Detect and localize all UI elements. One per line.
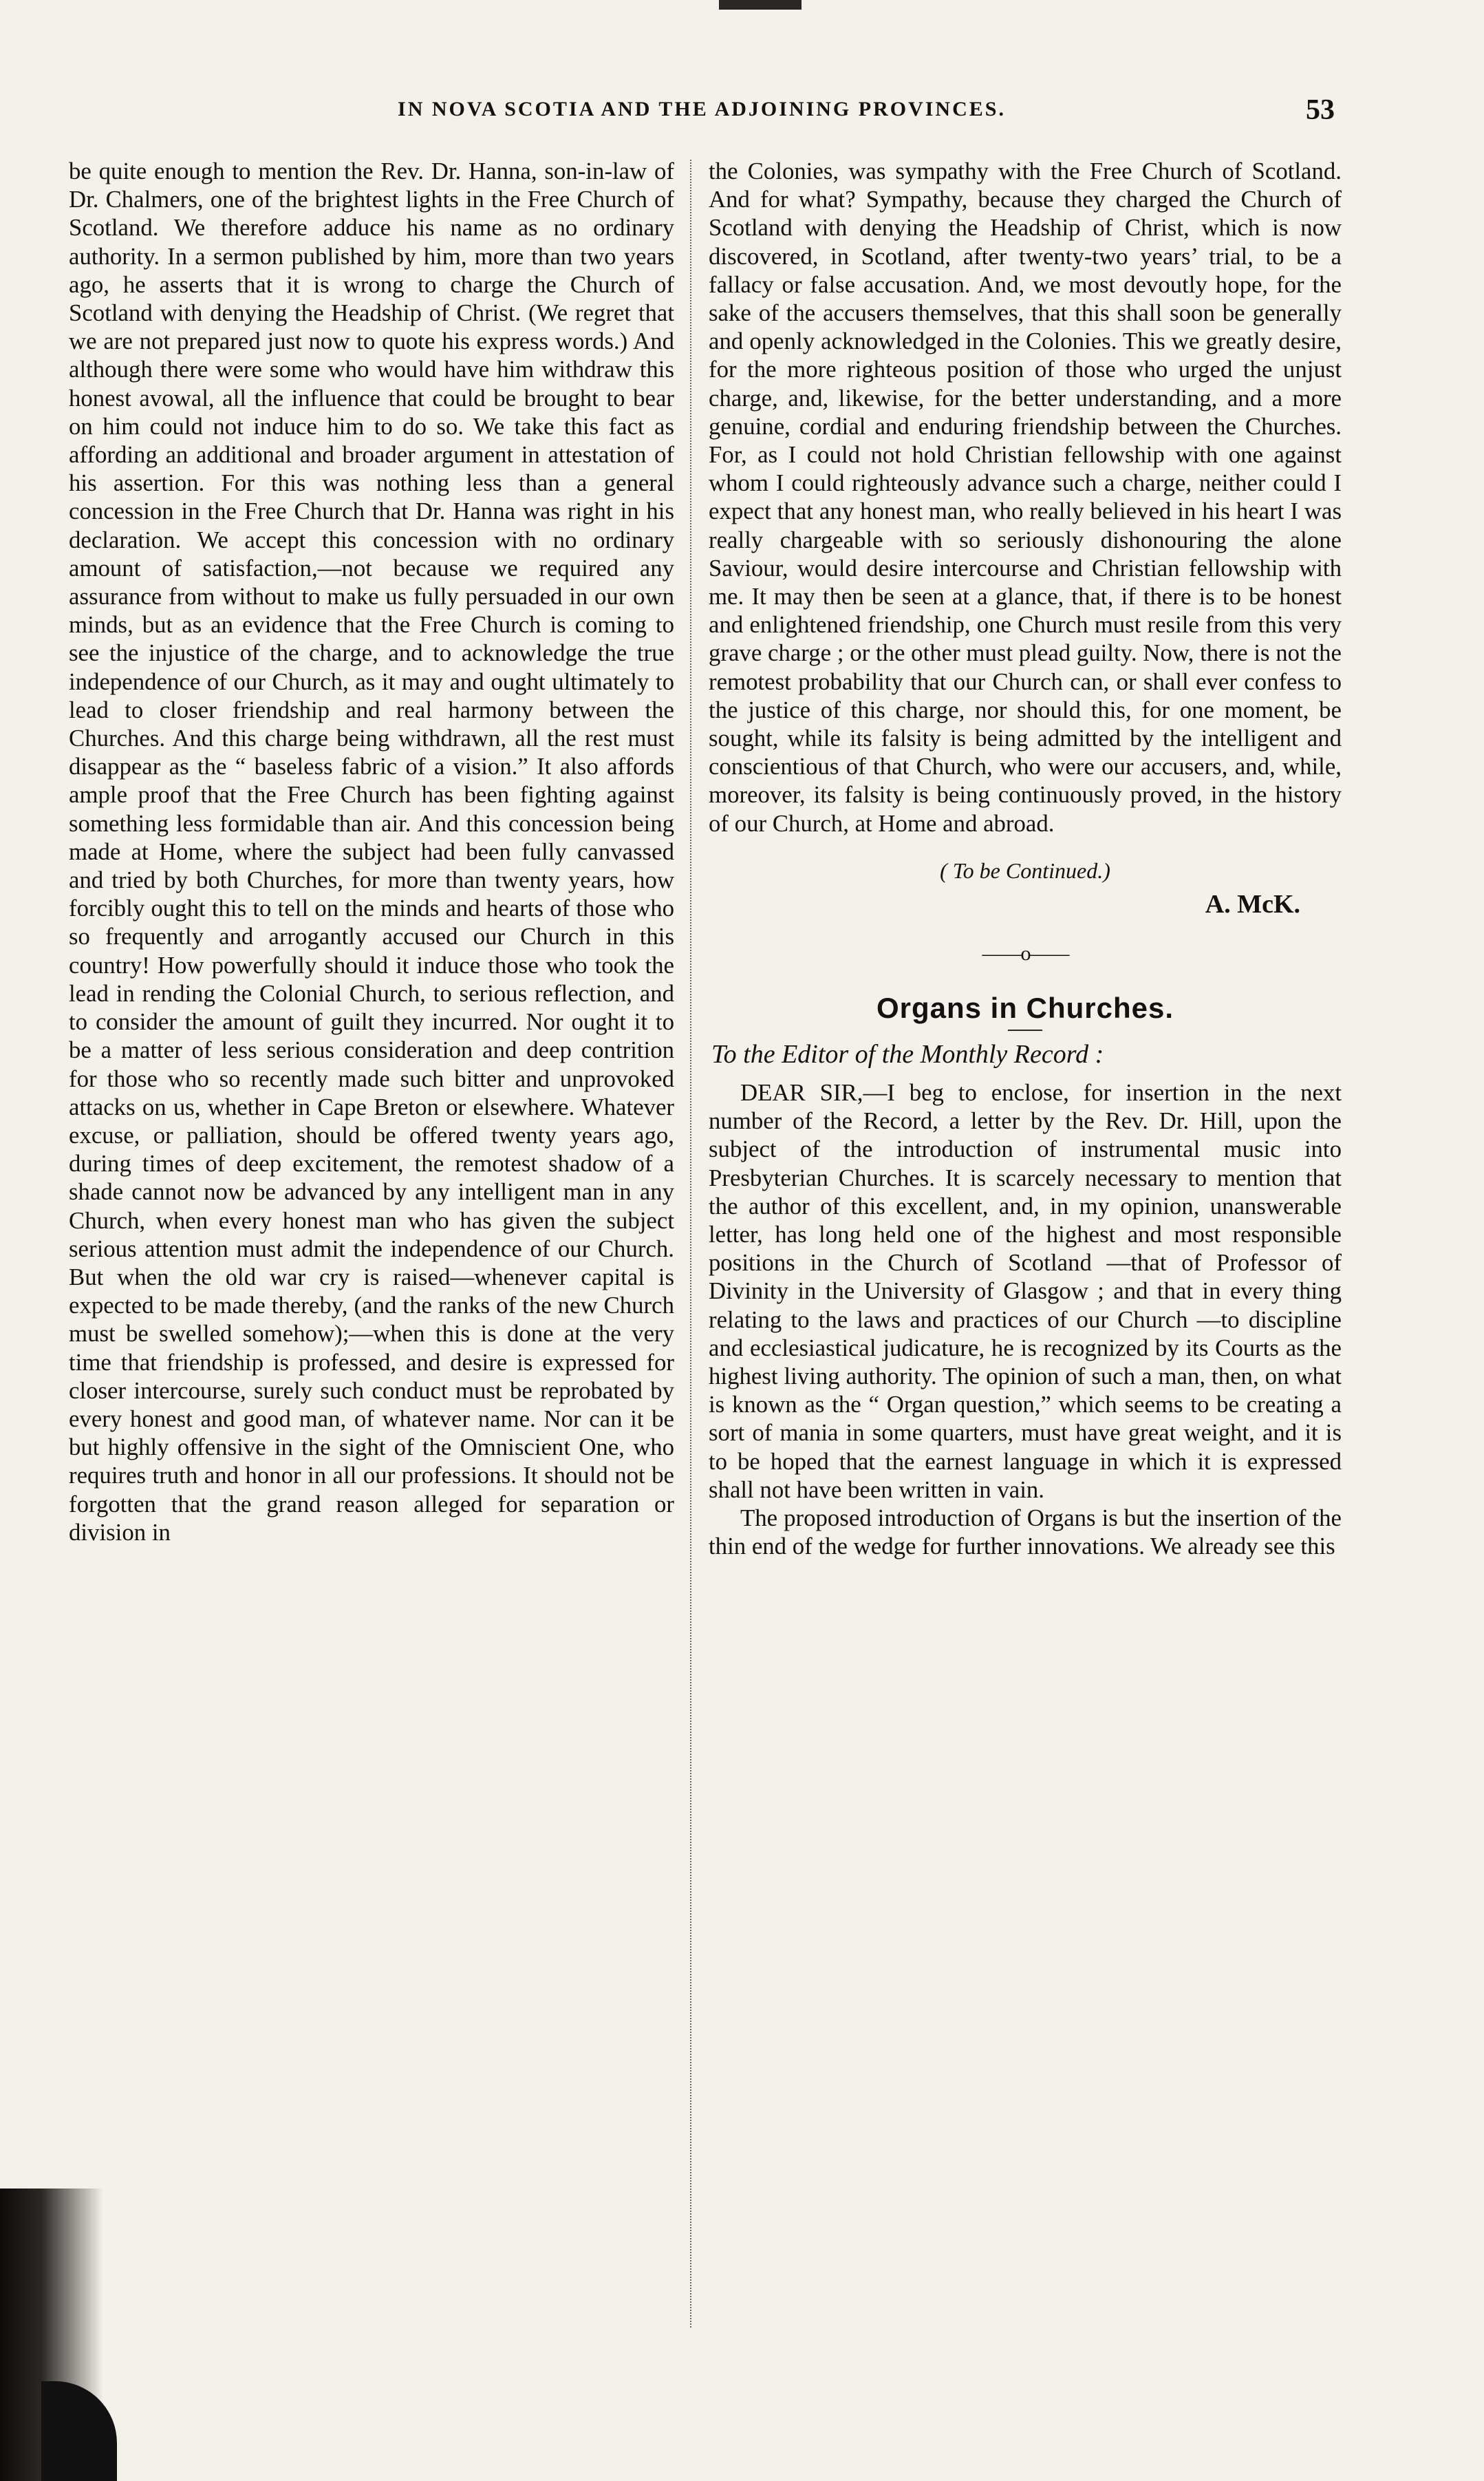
right-column-text: the Colonies, was sympathy with the Free Church of Scotland. And for what? Sympathy, because they charged the Church of Scotland with denying the Headship of Christ, which is now discovered, in Scotland, after twenty-two years’ trial, to be a fallacy or false accusation. And, we most devoutly hope, for the sake of the accusers themselves, that this shall soon be generally and openly acknowledged in the Colonies. This we greatly desire, for the more righteous position of those who urged the unjust charge, and, likewise, for the better understanding, and a more genuine, cordial and enduring friendship between the Churches. For, as I could not hold Christian fellowship with one against whom I could righteously advance such a charge, neither could I expect that any honest man, who really believed in his heart I was really chargeable with so seriously dishonouring the alone Saviour, would desire intercourse and Christian fellowship with me. It may then be seen at a glance, that, if there is to be honest and enlightened friendship, one Church must resile from this very grave charge ; or the other must plead guilty. Now, there is not the remotest probability that our Church can, or shall ever confess to the justice of this charge, nor should this, for one moment, be sought, while its falsity is being admitted by the intelligent and conscientious of that Church, who were our accusers, and, while, moreover, its falsity is being continuously proved, in the history of our Church, at Home and abroad. [709,158,1342,837]
to-be-continued-note: ( To be Continued.) [940,858,1110,883]
letter-paragraph-2: The proposed introduction of Organs is but the insertion of the thin end of the wedge for further innovations. We already see this [709,1504,1342,1560]
section-ornament: ——o—— [982,942,1068,966]
page-header [69,94,1335,139]
left-column [69,157,674,1546]
article-title: Organs in Churches. [876,992,1174,1025]
running-head: IN NOVA SCOTIA AND THE ADJOINING PROVINCES. [398,98,1006,120]
top-edge-mark [719,0,802,10]
right-column [709,157,1342,1560]
letter-paragraph-1: DEAR SIR,—I beg to enclose, for insertion in the next number of the Record, a letter by the Rev. Dr. Hill, upon the subject of the introduction of instrumental music into Presbyterian Churches. It is scarcely necessary to mention that the author of this excellent, and, in my opinion, unanswerable letter, has long held one of the highest and most responsible positions in the Church of Scotland —that of Professor of Divinity in the University of Glasgow ; and that in every thing relating to the laws and practices of our Church —to discipline and ecclesiastical judicature, he is recognized by its Courts as the highest living authority. The opinion of such a man, then, on what is known as the “ Organ question,” which seems to be creating a sort of mania in some quarters, must have great weight, and it is to be hoped that the earnest language in which it is expressed shall not have been written in vain. [709,1078,1342,1503]
salutation: To the Editor of the Monthly Record : [711,1039,1104,1069]
left-column-text: be quite enough to mention the Rev. Dr. Hanna, son-in-law of Dr. Chalmers, one of the brightest lights in the Free Church of Scotland. We therefore adduce his name as no ordinary authority. In a sermon published by him, more than two years ago, he asserts that it is wrong to charge the Church of Scotland with denying the Headship of Christ. (We regret that we are not prepared just now to quote his express words.) And although there were some who would have him withdraw this honest avowal, all the influence that could be brought to bear on him could not induce him to do so. We take this fact as affording an additional and broader argument in attestation of his assertion. For this was nothing less than a general concession in the Free Church that Dr. Hanna was right in his declaration. We accept this concession with no ordinary amount of satisfaction,—not because we required any assurance from without to make us fully persuaded in our own minds, but as an evidence that the Free Church is coming to see the injustice of the charge, and to acknowledge the true independence of our Church, as it may and ought ultimately to lead to closer friendship and real harmony between the Churches. And this charge being withdrawn, all the rest must disappear as the “ baseless fabric of a vision.” It also affords ample proof that the Free Church has been fighting against something less formidable than air. And this concession being made at Home, where the subject had been fully canvassed and tried by both Churches, for more than twenty years, how forcibly ought this to tell on the minds and hearts of those who so frequently and arrogantly accused our Church in this country! How powerfully should it induce those who took the lead in rending the Colonial Church, to serious reflection, and to consider the amount of guilt they incurred. Nor ought it to be a matter of less serious consideration and deep contrition for those who so recently made such bitter and unprovoked attacks on us, whether in Cape Breton or elsewhere. Whatever excuse, or palliation, should be offered twenty years ago, during times of deep excitement, the remotest shadow of a shade cannot now be advanced by any intelligent man in any Church, when every honest man who has given the subject serious attention must admit the independence of our Church. But when the old war cry is raised—whenever capital is expected to be made thereby, (and the ranks of the new Church must be swelled somehow);—when this is done at the very time that friendship is professed, and desire is expressed for closer intercourse, surely such conduct must be reprobated by every honest and good man, of whatever name. Nor can it be but highly offensive in the sight of the Omniscient One, who requires truth and honor in all our professions. It should not be forgotten that the grand reason alleged for separation or division in [69,158,674,1546]
page-number: 53 [1306,94,1335,126]
title-rule [1008,1030,1042,1031]
binding-shadow-corner [41,2381,117,2481]
column-divider [690,160,691,2328]
author-signature: A. McK. [1205,890,1300,919]
